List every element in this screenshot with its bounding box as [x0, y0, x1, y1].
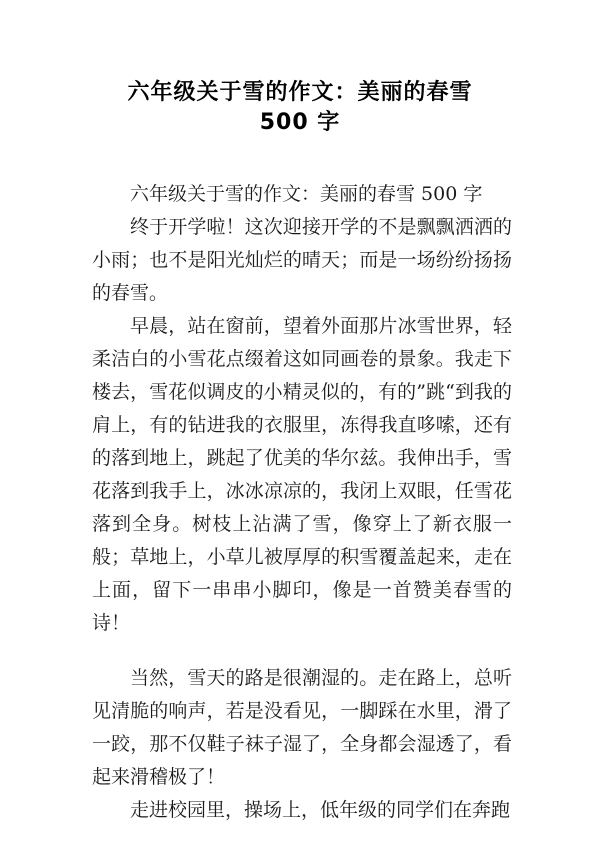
document-title-word-count: 500 字 — [259, 110, 341, 135]
paragraph: 走进校园里，操场上，低年级的同学们在奔跑 — [130, 799, 511, 821]
paragraph: 早晨，站在窗前，望着外面那片冰雪世界，轻柔洁白的小雪花点缀着这如同画卷的景象。我走下楼去，雪花似调皮的小精灵似的，有的”跳“到我的肩上，有的钻进我的衣服里，冻得我直哆嗦，还有的落到地上，跳起了优美的华尔兹。我伸出手，雪花落到我手上，冰冰凉凉的，我闭上双眼，任雪花落到全身。树枝上沾满了雪，像穿上了新衣服一般；草地上，小草儿被厚厚的积雪覆盖起来，走在上面，留下一串串小脚印，像是一首赞美春雪的诗！ — [92, 315, 512, 634]
document-title: 六年级关于雪的作文：美丽的春雪 — [127, 80, 473, 105]
paragraph-heading-repeat: 六年级关于雪的作文：美丽的春雪 500 字 — [130, 183, 483, 205]
document-body — [92, 178, 512, 827]
paragraph: 终于开学啦！这次迎接开学的不是飘飘洒洒的小雨；也不是阳光灿烂的晴天；而是一场纷纷扬扬的春雪。 — [92, 216, 512, 304]
paragraph: 当然，雪天的路是很潮湿的。走在路上，总听见清脆的响声，若是没看见，一脚踩在水里，滑了一跤，那不仅鞋子袜子湿了，全身都会湿透了，看起来滑稽极了！ — [92, 667, 512, 788]
